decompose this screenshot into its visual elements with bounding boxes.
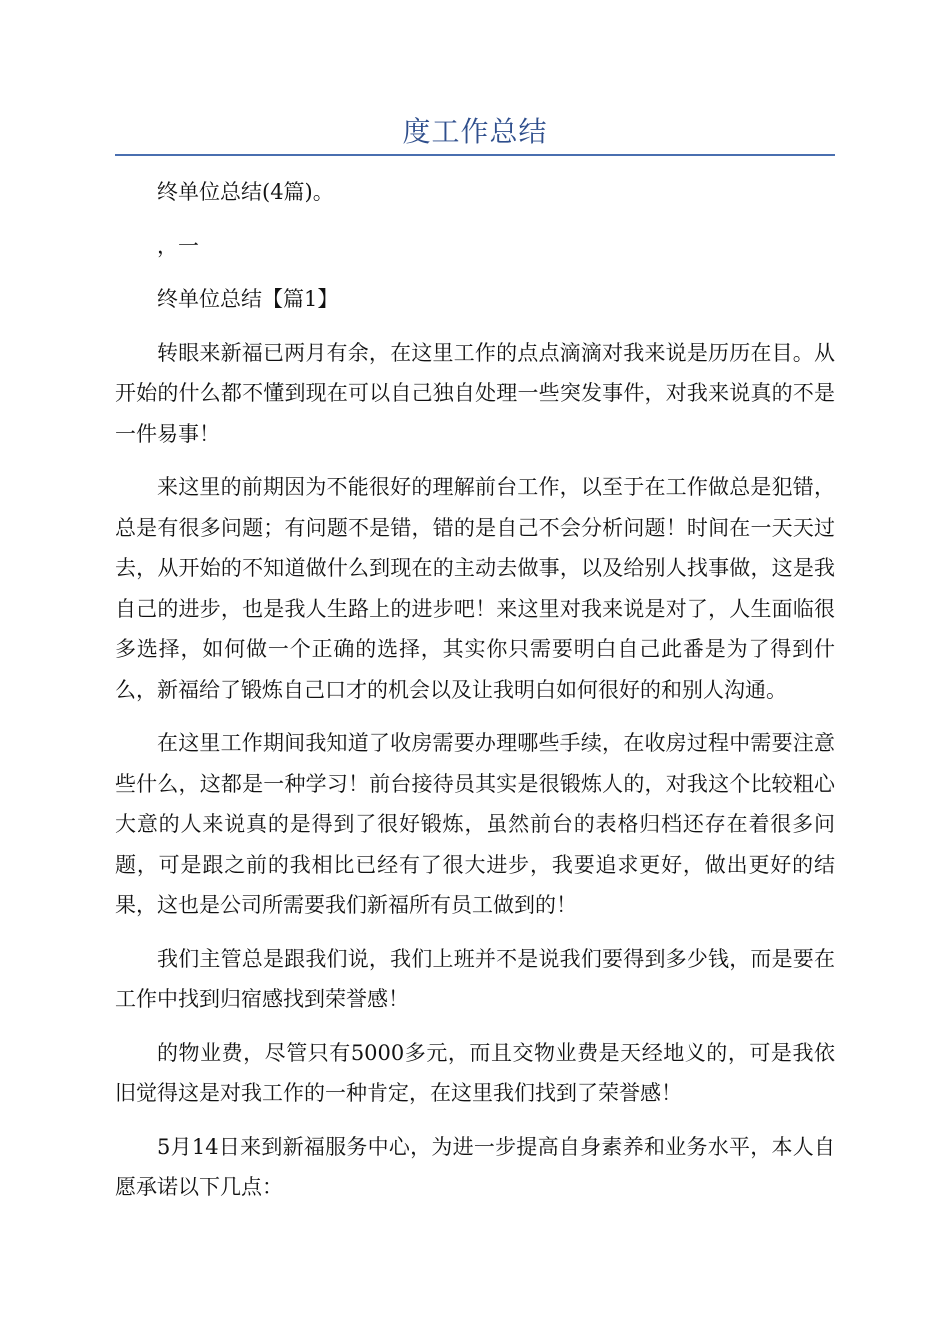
document-body	[115, 172, 835, 1221]
paragraph: 转眼来新福已两月有余，在这里工作的点点滴滴对我来说是历历在目。从开始的什么都不懂到现在可以自己独自处理一些突发事件，对我来说真的不是一件易事！	[115, 340, 835, 446]
paragraph: 来这里的前期因为不能很好的理解前台工作，以至于在工作做总是犯错，总是有很多问题；有问题不是错，错的是自己不会分析问题！时间在一天天过去，从开始的不知道做什么到现在的主动去做事，以及给别人找事做，这是我自己的进步，也是我人生路上的进步吧！来这里对我来说是对了，人生面临很多选择，如何做一个正确的选择，其实你只需要明白自己此番是为了得到什么，新福给了锻炼自己口才的机会以及让我明白如何很好的和别人沟通。	[115, 475, 835, 702]
section-heading: 终单位总结【篇1】	[157, 287, 339, 311]
title-underline	[115, 154, 835, 156]
paragraph-fragment: ，一	[157, 233, 199, 258]
paragraph: 5月14日来到新福服务中心，为进一步提高自身素养和业务水平，本人自愿承诺以下几点：	[115, 1134, 835, 1199]
paragraph: 在这里工作期间我知道了收房需要办理哪些手续，在收房过程中需要注意些什么，这都是一种学习！前台接待员其实是很锻炼人的，对我这个比较粗心大意的人来说真的是得到了很好锻炼，虽然前台的表格归档还存在着很多问题，可是跟之前的我相比已经有了很大进步，我要追求更好，做出更好的结果，这也是公司所需要我们新福所有员工做到的！	[115, 731, 835, 917]
document-title: 度工作总结	[402, 115, 548, 148]
paragraph: 的物业费，尽管只有5000多元，而且交物业费是天经地义的，可是我依旧觉得这是对我工作的一种肯定，在这里我们找到了荣誉感！	[115, 1040, 835, 1105]
paragraph-intro: 终单位总结(4篇)。	[157, 180, 334, 204]
paragraph: 我们主管总是跟我们说，我们上班并不是说我们要得到多少钱，而是要在工作中找到归宿感找到荣誉感！	[115, 946, 835, 1011]
